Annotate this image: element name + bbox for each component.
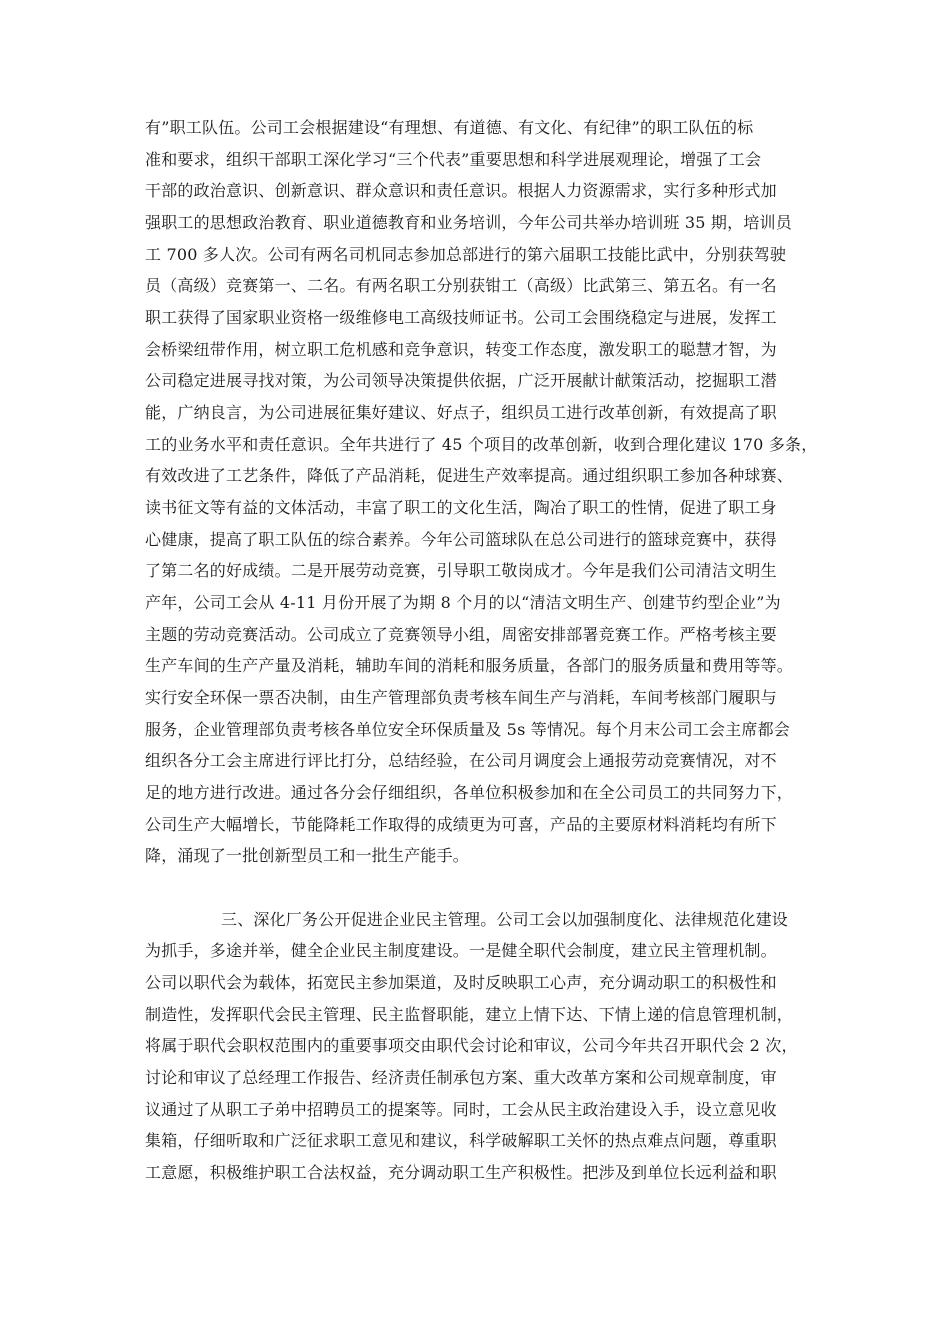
text-line: 集箱，仔细听取和广泛征求职工意见和建议，科学破解职工关怀的热点难点问题，尊重职 bbox=[145, 1131, 777, 1150]
text-line: 产年，公司工会从 4-11 月份开展了为期 8 个月的以“清洁文明生产、创建节约型企业”为 bbox=[145, 593, 781, 612]
text-line: 有”职工队伍。公司工会根据建设“有理想、有道德、有文化、有纪律”的职工队伍的标 bbox=[145, 118, 754, 137]
text-line: 主题的劳动竞赛活动。公司成立了竞赛领导小组，周密安排部署竞赛工作。严格考核主要 bbox=[145, 625, 777, 644]
section-heading-line: 三、深化厂务公开促进企业民主管理。公司工会以加强制度化、法律规范化建设 bbox=[221, 910, 789, 929]
text-line: 公司稳定进展寻找对策，为公司领导决策提供依据，广泛开展献计献策活动，挖掘职工潜 bbox=[145, 371, 777, 390]
text-line: 工 700 多人次。公司有两名司机同志参加总部进行的第六届职工技能比武中，分别获驾驶 bbox=[145, 245, 787, 264]
text-line: 读书征文等有益的文体活动，丰富了职工的文化生活，陶冶了职工的性情，促进了职工身 bbox=[145, 498, 777, 517]
text-line: 公司以职代会为载体，拓宽民主参加渠道，及时反映职工心声，充分调动职工的积极性和 bbox=[145, 973, 777, 992]
text-line: 议通过了从职工子弟中招聘员工的提案等。同时，工会从民主政治建设入手，设立意见收 bbox=[145, 1100, 777, 1119]
text-line: 将属于职代会职权范围内的重要事项交由职代会讨论和审议，公司今年共召开职代会 2 次， bbox=[145, 1036, 798, 1055]
text-line: 干部的政治意识、创新意识、群众意识和责任意识。根据人力资源需求，实行多种形式加 bbox=[145, 181, 777, 200]
text-line: 降，涌现了一批创新型员工和一批生产能手。 bbox=[145, 846, 470, 865]
text-line: 为抓手，多途并举，健全企业民主制度建设。一是健全职代会制度，建立民主管理机制。 bbox=[145, 941, 777, 960]
text-line: 会桥梁纽带作用，树立职工危机感和竞争意识，转变工作态度，激发职工的聪慧才智，为 bbox=[145, 340, 777, 359]
text-line: 工意愿，积极维护职工合法权益，充分调动职工生产积极性。把涉及到单位长远利益和职 bbox=[145, 1163, 777, 1182]
text-line: 职工获得了国家职业资格一级维修电工高级技师证书。公司工会围绕稳定与进展，发挥工 bbox=[145, 308, 777, 327]
text-line: 制造性，发挥职代会民主管理、民主监督职能，建立上情下达、下情上递的信息管理机制， bbox=[145, 1005, 794, 1024]
text-line: 心健康，提高了职工队伍的综合素养。今年公司篮球队在总公司进行的篮球竞赛中，获得 bbox=[145, 530, 777, 549]
text-line: 足的地方进行改进。通过各分会仔细组织，各单位积极参加和在全公司员工的共同努力下， bbox=[145, 783, 794, 802]
text-line: 服务，企业管理部负责考核各单位安全环保质量及 5s 等情况。每个月末公司工会主席都会 bbox=[145, 720, 790, 739]
text-line: 有效改进了工艺条件，降低了产品消耗，促进生产效率提高。通过组织职工参加各种球赛、 bbox=[145, 466, 794, 485]
text-line: 实行安全环保一票否决制，由生产管理部负责考核车间生产与消耗，车间考核部门履职与 bbox=[145, 688, 777, 707]
text-line: 讨论和审议了总经理工作报告、经济责任制承包方案、重大改革方案和公司规章制度，审 bbox=[145, 1068, 777, 1087]
text-line: 了第二名的好成绩。二是开展劳动竞赛，引导职工敬岗成才。今年是我们公司清洁文明生 bbox=[145, 561, 777, 580]
text-line: 强职工的思想政治教育、职业道德教育和业务培训，今年公司共举办培训班 35 期，培训员 bbox=[145, 213, 792, 232]
text-line: 能，广纳良言，为公司进展征集好建议、好点子，组织员工进行改革创新，有效提高了职 bbox=[145, 403, 777, 422]
text-line: 生产车间的生产产量及消耗，辅助车间的消耗和服务质量，各部门的服务质量和费用等等。 bbox=[145, 656, 794, 675]
text-line: 组织各分工会主席进行评比打分，总结经验，在公司月调度会上通报劳动竞赛情况，对不 bbox=[145, 751, 777, 770]
text-line: 员（高级）竞赛第一、二名。有两名职工分别获钳工（高级）比武第三、第五名。有一名 bbox=[145, 276, 777, 295]
text-line: 公司生产大幅增长，节能降耗工作取得的成绩更为可喜，产品的主要原材料消耗均有所下 bbox=[145, 815, 777, 834]
text-line: 工的业务水平和责任意识。全年共进行了 45 个项目的改革创新，收到合理化建议 170 多条， bbox=[145, 435, 818, 454]
text-line: 准和要求，组织干部职工深化学习“三个代表”重要思想和科学进展观理论，增强了工会 bbox=[145, 150, 762, 169]
